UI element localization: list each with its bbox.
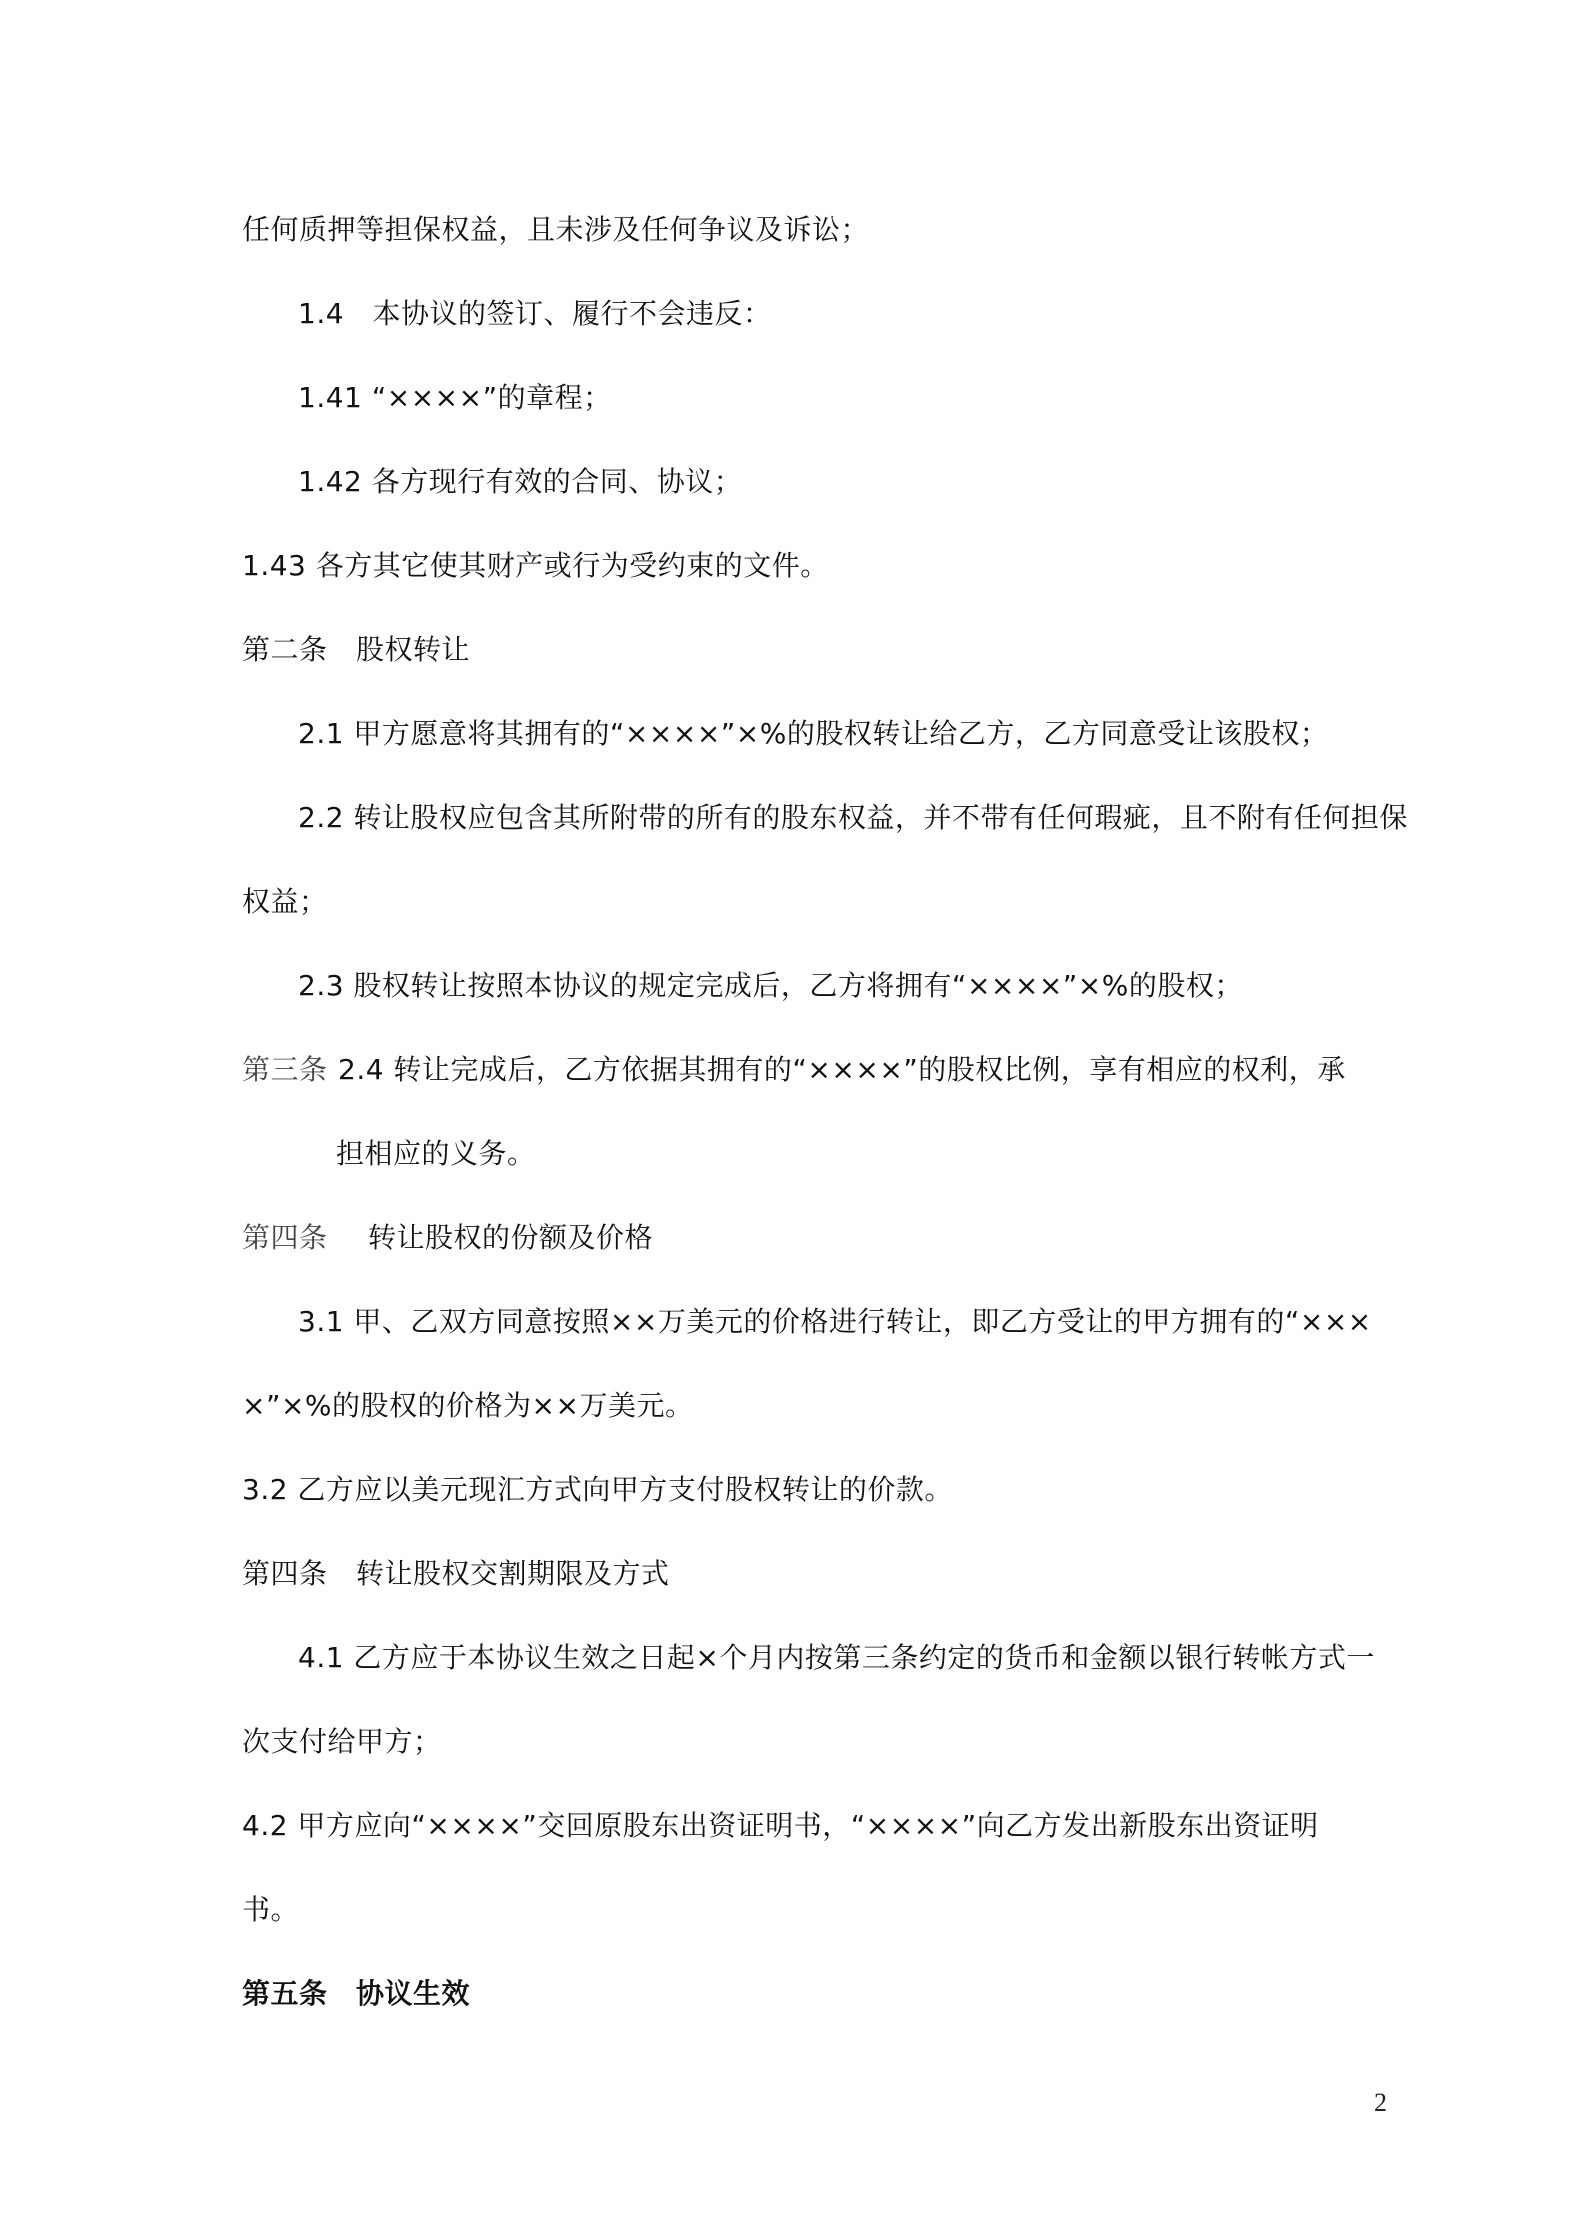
article-4-delivery-heading: 第四条 转让股权交割期限及方式 bbox=[242, 1557, 670, 1590]
text-line-15: ×”×%的股权的价格为××万美元。 bbox=[242, 1389, 694, 1422]
text-line-1: 任何质押等担保权益，且未涉及任何争议及诉讼； bbox=[242, 213, 870, 246]
text-line-12: 担相应的义务。 bbox=[336, 1137, 536, 1170]
text-line-14: 3.1 甲、乙双方同意按照××万美元的价格进行转让，即乙方受让的甲方拥有的“××× bbox=[298, 1305, 1372, 1338]
text-line-20: 4.2 甲方应向“××××”交回原股东出资证明书，“××××”向乙方发出新股东出资证明 bbox=[242, 1809, 1319, 1842]
side-label-article-4: 第四条 bbox=[242, 1221, 328, 1254]
text-line-5: 1.43 各方其它使其财产或行为受约束的文件。 bbox=[242, 549, 829, 582]
text-line-11: 2.4 转让完成后，乙方依据其拥有的“××××”的股权比例，享有相应的权利，承 bbox=[338, 1053, 1346, 1086]
text-line-19: 次支付给甲方； bbox=[242, 1725, 442, 1758]
text-line-16: 3.2 乙方应以美元现汇方式向甲方支付股权转让的价款。 bbox=[242, 1473, 953, 1506]
text-line-18: 4.1 乙方应于本协议生效之日起×个月内按第三条约定的货币和金额以银行转帐方式一 bbox=[298, 1641, 1375, 1674]
text-line-10: 2.3 股权转让按照本协议的规定完成后，乙方将拥有“××××”×%的股权； bbox=[298, 969, 1243, 1002]
article-4-price-heading: 转让股权的份额及价格 bbox=[368, 1221, 654, 1254]
side-label-article-3: 第三条 bbox=[242, 1053, 328, 1086]
page-number: 2 bbox=[1374, 2088, 1387, 2117]
text-line-21: 书。 bbox=[242, 1893, 300, 1926]
text-line-9: 权益； bbox=[242, 885, 328, 918]
text-line-3: 1.41 “××××”的章程； bbox=[298, 381, 612, 414]
text-line-4: 1.42 各方现行有效的合同、协议； bbox=[298, 465, 743, 498]
article-2-heading: 第二条 股权转让 bbox=[242, 633, 471, 666]
text-line-7: 2.1 甲方愿意将其拥有的“××××”×%的股权转让给乙方，乙方同意受让该股权； bbox=[298, 717, 1329, 750]
text-line-2: 1.4 本协议的签订、履行不会违反： bbox=[298, 297, 772, 330]
text-line-8: 2.2 转让股权应包含其所附带的所有的股东权益，并不带有任何瑕疵，且不附有任何担保 bbox=[298, 801, 1408, 834]
article-5-heading: 第五条 协议生效 bbox=[242, 1977, 471, 2010]
